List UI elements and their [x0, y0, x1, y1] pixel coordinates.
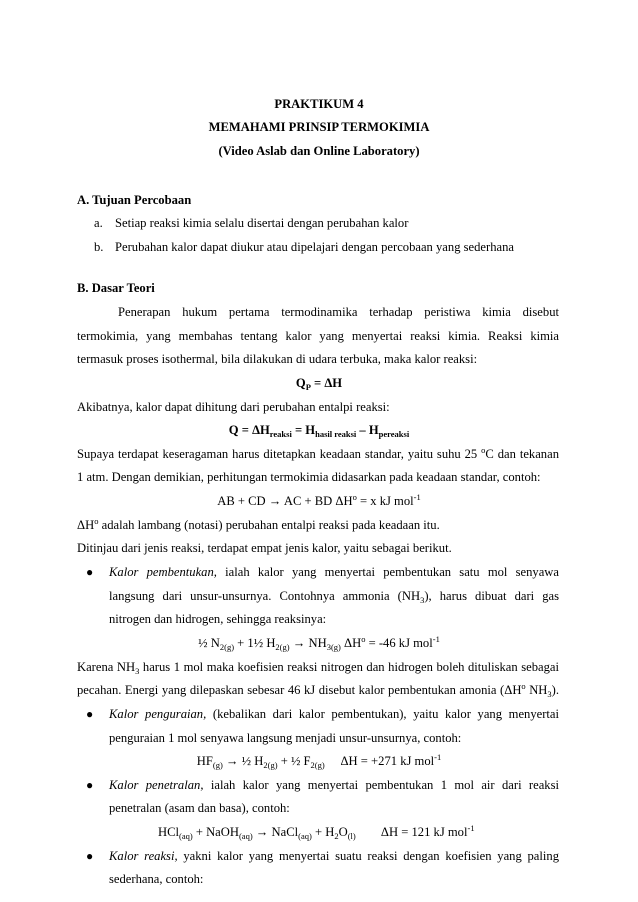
paragraph-line: Akibatnya, kalor dapat dihitung dari perubahan entalpi reaksi:	[77, 400, 390, 414]
list-item: Setiap reaksi kimia selalu disertai dengan perubahan kalor	[115, 216, 409, 230]
equation-q: $Q = \Delta H_{reaksi} = H_{hasil reaksi} - H_{pereaksi}$	[228, 423, 410, 439]
paragraph-line: termokimia, yang membahas tentang kalor yang menyertai reaksi kimia. Reaksi kimia	[77, 329, 559, 343]
equation-hf: $HF_{(g)}$ → ½ $H_{2(g)}$ + ½ $F_{2(g)}$ ΔH = +271 kJ mol$^{-1}$	[196, 752, 442, 770]
bullet-line: Kalor penguraian, (kebalikan dari kalor pembentukan), yaitu kalor yang menyertai	[109, 707, 559, 721]
list-item-marker: b.	[94, 240, 104, 254]
list-item-marker: a.	[94, 216, 103, 230]
bullet-line: nitrogen dan hidrogen, sehingga reaksinya:	[109, 612, 327, 626]
document-title: PRAKTIKUM 4	[274, 97, 364, 111]
section-a-heading: A. Tujuan Percobaan	[77, 193, 192, 207]
bullet-line: Kalor penetralan, ialah kalor yang menyertai pembentukan 1 mol air dari reaksi	[109, 778, 559, 792]
bullet-line: Kalor reaksi, yakni kalor yang menyertai suatu reaksi dengan koefisien yang paling	[109, 849, 559, 863]
document-note: (Video Aslab dan Online Laboratory)	[218, 144, 420, 158]
paragraph-line: pecahan. Energi yang dilepaskan sebesar 46 kJ disebut kalor pembentukan amonia ($\Delta H^o$ $NH_3$).	[77, 681, 559, 699]
bullet-line: Kalor pembentukan, ialah kalor yang menyertai pembentukan satu mol senyawa	[109, 565, 559, 579]
paragraph-line: $\Delta H^o$ adalah lambang (notasi) perubahan entalpi reaksi pada keadaan itu.	[77, 516, 440, 532]
paragraph-line: Supaya terdapat keseragaman harus ditetapkan keadaan standar, yaitu suhu 25 $^o$C dan tekanan	[77, 445, 559, 461]
paragraph-line: Karena $NH_3$ harus 1 mol maka koefisien reaksi nitrogen dan hidrogen boleh dituliskan sebagai	[77, 660, 559, 676]
paragraph-line: termasuk proses isothermal, bila dilakukan di udara terbuka, maka kalor reaksi:	[77, 352, 478, 366]
equation-qp: $Q_P = \Delta H$	[295, 376, 343, 392]
bullet-line: langsung dari unsur-unsurnya. Contohnya ammonia $(NH_3)$, harus dibuat dari gas	[109, 589, 559, 605]
equation-ab-cd: AB + CD → AC + BD $\Delta H^o = x$ kJ mol$^{-1}$	[217, 492, 421, 508]
document-subtitle: MEMAHAMI PRINSIP TERMOKIMIA	[208, 120, 430, 134]
paragraph-line: Ditinjau dari jenis reaksi, terdapat empat jenis kalor, yaitu sebagai berikut.	[77, 541, 452, 555]
bullet-icon: ●	[86, 565, 94, 579]
equation-nh3: ½ $N_{2(g)}$ + 1½ $H_{2(g)} \to NH_{3(g)}$ $\Delta H^o = -46$ kJ mol$^{-1}$	[198, 634, 440, 652]
equation-hcl: HCl$_{(aq)}$ + NaOH$_{(aq)}$ → NaCl$_{(aq)}$ + $H_2O_{(l)}$ ΔH = 121 kJ mol$^{-1}$	[158, 823, 475, 841]
bullet-icon: ●	[86, 778, 94, 792]
bullet-line: penguraian 1 mol senyawa langsung menjadi unsur-unsurnya, contoh:	[109, 731, 462, 745]
list-item: Perubahan kalor dapat diukur atau dipelajari dengan percobaan yang sederhana	[115, 240, 514, 254]
paragraph-line: Penerapan hukum pertama termodinamika terhadap peristiwa kimia disebut	[118, 305, 559, 319]
bullet-icon: ●	[86, 849, 94, 863]
bullet-line: penetralan (asam dan basa), contoh:	[109, 801, 290, 815]
bullet-line: sederhana, contoh:	[109, 872, 204, 886]
bullet-icon: ●	[86, 707, 94, 721]
paragraph-line: 1 atm. Dengan demikian, perhitungan termokimia didasarkan pada keadaan standar, contoh:	[77, 470, 541, 484]
section-b-heading: B. Dasar Teori	[77, 281, 155, 295]
